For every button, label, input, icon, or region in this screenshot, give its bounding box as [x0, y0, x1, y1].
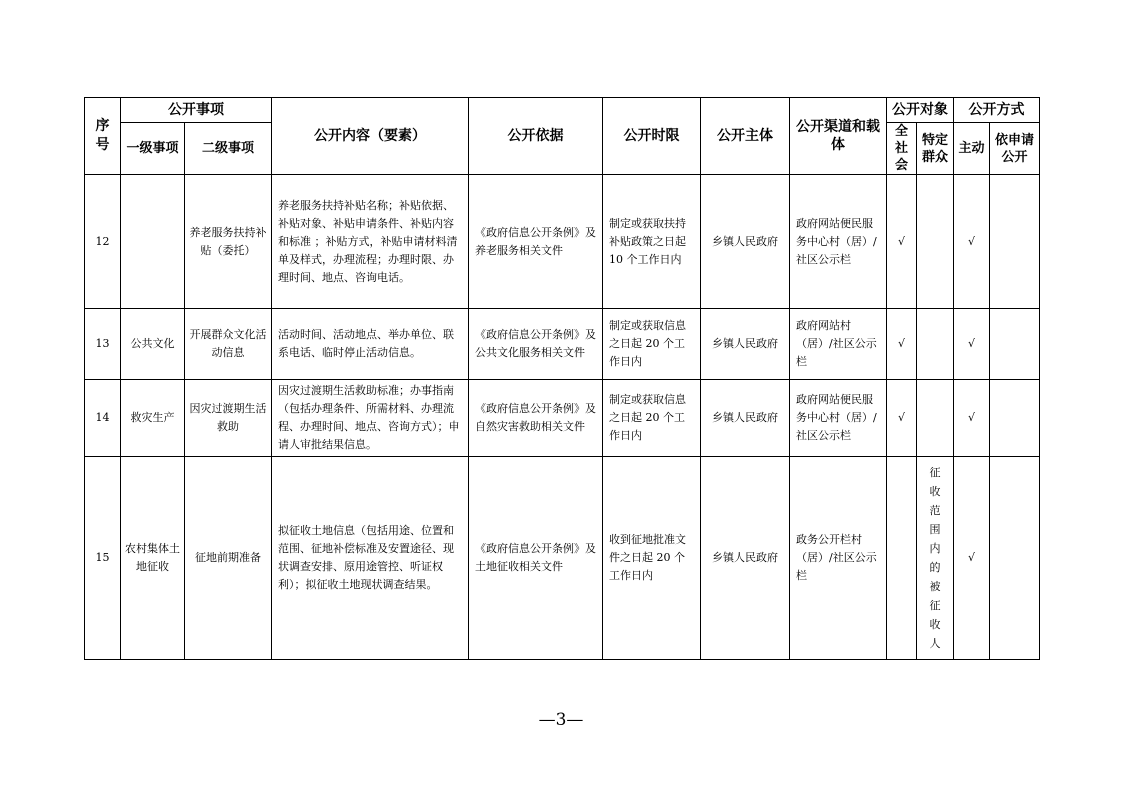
- cell-basis: 《政府信息公开条例》及自然灾害救助相关文件: [469, 380, 603, 457]
- table-row: [85, 457, 1040, 660]
- table-row: [85, 175, 1040, 309]
- header-target-specific: 特定群众: [917, 123, 954, 175]
- header-time-limit: 公开时限: [603, 98, 701, 175]
- header-method-request: 依申请公开: [990, 123, 1040, 175]
- cell-method-active: √: [954, 175, 990, 309]
- cell-target-specific: [917, 309, 954, 380]
- cell-level2: 征地前期准备: [185, 457, 272, 660]
- cell-basis: 《政府信息公开条例》及公共文化服务相关文件: [469, 309, 603, 380]
- cell-method-request: [990, 380, 1040, 457]
- cell-target-all: √: [887, 175, 917, 309]
- cell-target-specific: [917, 457, 954, 660]
- cell-channel: 政府网站村（居）/社区公示栏: [790, 309, 887, 380]
- header-target-all: 全社会: [887, 123, 917, 175]
- header-content: 公开内容（要素）: [272, 98, 469, 175]
- disclosure-table: [84, 97, 1040, 660]
- cell-seq: 13: [85, 309, 121, 380]
- table-row: [85, 309, 1040, 380]
- header-method: 公开方式: [954, 98, 1040, 123]
- cell-subject: 乡镇人民政府: [701, 309, 790, 380]
- cell-level1: 公共文化: [121, 309, 185, 380]
- cell-method-active: √: [954, 457, 990, 660]
- cell-subject: 乡镇人民政府: [701, 457, 790, 660]
- header-target: 公开对象: [887, 98, 954, 123]
- cell-content: 养老服务扶持补贴名称；补贴依据、补贴对象、补贴申请条件、补贴内容和标准 ；补贴方式，补贴申请材料清单及样式，办理流程；办理时限、办理时间、地点、咨询电话。: [272, 175, 469, 309]
- header-level2: 二级事项: [185, 123, 272, 175]
- cell-channel: 政务公开栏村（居）/社区公示栏: [790, 457, 887, 660]
- cell-target-all: [887, 457, 917, 660]
- header-seq: 序号: [85, 98, 121, 175]
- cell-target-all: √: [887, 309, 917, 380]
- cell-method-request: [990, 457, 1040, 660]
- cell-time-limit: 制定或获取信息之日起 20 个工作日内: [603, 380, 701, 457]
- cell-subject: 乡镇人民政府: [701, 175, 790, 309]
- cell-content: 拟征收土地信息（包括用途、位置和范围、征地补偿标准及安置途径、现状调查安排、原用途管控、听证权利）；拟征收土地现状调查结果。: [272, 457, 469, 660]
- cell-basis: 《政府信息公开条例》及土地征收相关文件: [469, 457, 603, 660]
- cell-level2: 养老服务扶持补贴（委托）: [185, 175, 272, 309]
- header-level1: 一级事项: [121, 123, 185, 175]
- cell-content: 活动时间、活动地点、举办单位、联系电话、临时停止活动信息。: [272, 309, 469, 380]
- cell-channel: 政府网站便民服务中心村（居）/社区公示栏: [790, 175, 887, 309]
- cell-target-specific: [917, 175, 954, 309]
- cell-level1: 救灾生产: [121, 380, 185, 457]
- cell-target-specific: [917, 380, 954, 457]
- cell-time-limit: 收到征地批准文件之日起 20 个工作日内: [603, 457, 701, 660]
- cell-method-request: [990, 309, 1040, 380]
- cell-seq: 15: [85, 457, 121, 660]
- cell-seq: 14: [85, 380, 121, 457]
- cell-content: 因灾过渡期生活救助标准；办事指南（包括办理条件、所需材料、办理流程、办理时间、地点、咨询方式）；申请人审批结果信息。: [272, 380, 469, 457]
- cell-level2: 因灾过渡期生活救助: [185, 380, 272, 457]
- cell-subject: 乡镇人民政府: [701, 380, 790, 457]
- target-specific-text: 征收范围内的被征收人: [929, 466, 941, 650]
- header-basis: 公开依据: [469, 98, 603, 175]
- cell-method-active: √: [954, 309, 990, 380]
- cell-time-limit: 制定或获取扶持补贴政策之日起 10 个工作日内: [603, 175, 701, 309]
- cell-seq: 12: [85, 175, 121, 309]
- page-number: —3—: [538, 710, 584, 730]
- cell-time-limit: 制定或获取信息之日起 20 个工作日内: [603, 309, 701, 380]
- cell-level1: 农村集体土地征收: [121, 457, 185, 660]
- cell-channel: 政府网站便民服务中心村（居）/社区公示栏: [790, 380, 887, 457]
- cell-level1: [121, 175, 185, 309]
- cell-target-all: √: [887, 380, 917, 457]
- header-method-active: 主动: [954, 123, 990, 175]
- table-row: [85, 380, 1040, 457]
- header-subject: 公开主体: [701, 98, 790, 175]
- cell-method-active: √: [954, 380, 990, 457]
- cell-method-request: [990, 175, 1040, 309]
- header-items: 公开事项: [121, 98, 272, 123]
- header-channel: 公开渠道和载体: [790, 98, 887, 175]
- cell-basis: 《政府信息公开条例》及养老服务相关文件: [469, 175, 603, 309]
- cell-level2: 开展群众文化活动信息: [185, 309, 272, 380]
